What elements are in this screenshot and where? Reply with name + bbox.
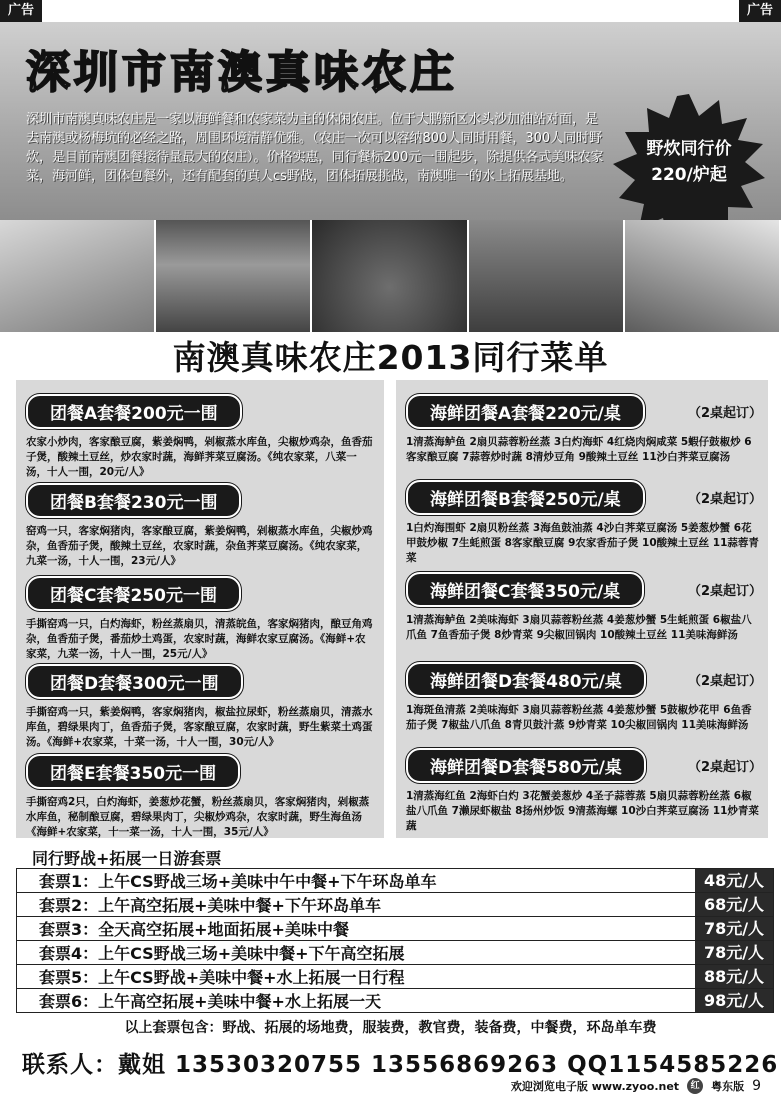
- ticket-price: 78元/人: [695, 941, 773, 964]
- photo-high-ropes: [0, 220, 156, 332]
- group-package: [26, 394, 376, 480]
- package-desc: 手撕窑鸡2只，白灼海虾，姜葱炒花蟹，粉丝蒸扇贝，客家焖猪肉，剁椒蒸水库鱼，秘制酿豆腐，碧绿果肉丁，尖椒炒鸡杂，农家时蔬，野生海鱼汤《海鲜+农家菜，十一菜一汤，十人一围，35元/人》: [26, 796, 370, 838]
- ticket-price: 78元/人: [695, 917, 773, 940]
- ticket-price: 68元/人: [695, 893, 773, 916]
- ad-tag-left: 广告: [0, 0, 42, 22]
- photo-farm-building: [469, 220, 625, 332]
- ticket-table: [16, 868, 774, 1013]
- min-order: （2桌起订）: [687, 674, 762, 689]
- package-name: 团餐C套餐250元一围: [26, 576, 241, 611]
- seafood-package: [406, 480, 762, 566]
- package-desc: 手撕窑鸡一只，白灼海虾，粉丝蒸扇贝，清蒸皖鱼，客家焖猪肉，酿豆角鸡杂，鱼香茄子煲，番茄炒土鸡蛋，农家时蔬，海鲜农家豆腐汤。《海鲜+农家菜，九菜一汤，十人一围，25元/人》: [26, 618, 373, 660]
- page-footer: [511, 1078, 761, 1094]
- group-package: [26, 754, 376, 840]
- ticket-row: [16, 917, 774, 941]
- contact-line: 联系人：戴姐 13530320755 13556869263 QQ1154585226: [22, 1052, 779, 1078]
- package-name: 团餐B套餐230元一围: [26, 483, 241, 518]
- min-order: （2桌起订）: [687, 760, 762, 775]
- badge-line-1: 野炊同行价: [646, 139, 732, 159]
- seafood-package: [406, 394, 762, 465]
- ticket-row: [16, 941, 774, 965]
- group-package: [26, 483, 376, 569]
- tickets-included-note: 以上套票包含：野战、拓展的场地费，服装费，教官费，装备费，中餐费，环岛单车费: [124, 1020, 657, 1036]
- package-name: 团餐D套餐300元一围: [26, 664, 243, 699]
- ticket-name: 套票6：上午高空拓展+美味中餐+水上拓展一天: [39, 992, 381, 1011]
- ticket-row: [16, 989, 774, 1013]
- package-name: 海鲜团餐D套餐580元/桌: [406, 748, 646, 783]
- ticket-price: 48元/人: [695, 869, 773, 892]
- seafood-package: [406, 572, 762, 643]
- page-number: 9: [752, 1078, 761, 1094]
- package-desc: 1白灼海围虾 2扇贝粉丝蒸 3海鱼鼓油蒸 4沙白荠菜豆腐汤 5姜葱炒蟹 6花甲鼓炒椒 7生蚝煎蛋 8客家酿豆腐 9农家香茄子煲 10酸辣土豆丝 11蒜蓉青菜: [406, 522, 759, 564]
- package-desc: 1清蒸海红鱼 2海虾白灼 3花蟹姜葱炒 4圣子蒜蓉蒸 5扇贝蒜蓉粉丝蒸 6椒盐八爪鱼 7濑尿虾椒盐 8扬州炒饭 9清蒸海螺 10沙白荠菜豆腐汤 11炒青菜蔬: [406, 790, 759, 832]
- ticket-name: 套票2：上午高空拓展+美味中餐+下午环岛单车: [39, 896, 381, 915]
- package-name: 海鲜团餐C套餐350元/桌: [406, 572, 644, 607]
- package-desc: 手撕窑鸡一只，紫姜焖鸭，客家焖猪肉，椒盐拉尿虾，粉丝蒸扇贝，清蒸水库鱼，碧绿果肉丁，鱼香茄子煲，客家酿豆腐，农家时蔬，野生紫菜土鸡蛋汤。《海鲜+农家菜，十菜一汤，十人一围，30元/人》: [26, 706, 373, 748]
- package-name: 海鲜团餐D套餐480元/桌: [406, 662, 646, 697]
- package-desc: 1清蒸海鲈鱼 2美味海虾 3扇贝蒜蓉粉丝蒸 4姜葱炒蟹 5生蚝煎蛋 6椒盐八爪鱼 7鱼香茄子煲 8炒青菜 9尖椒回锅肉 10酸辣土豆丝 11美味海鲜汤: [406, 614, 752, 641]
- ticket-price: 88元/人: [695, 965, 773, 988]
- package-name: 海鲜团餐B套餐250元/桌: [406, 480, 645, 515]
- seafood-package: [406, 662, 762, 733]
- photo-strip: [0, 220, 781, 332]
- ticket-row: [16, 868, 774, 893]
- group-package: [26, 664, 376, 750]
- ticket-name: 套票4：上午CS野战三场+美味中餐+下午高空拓展: [39, 944, 405, 963]
- group-meal-column: [16, 380, 384, 838]
- price-badge: [611, 92, 767, 220]
- group-package: [26, 576, 376, 662]
- package-desc: 1海斑鱼清蒸 2美味海虾 3扇贝蒜蓉粉丝蒸 4姜葱炒蟹 5鼓椒炒花甲 6鱼香茄子煲 7椒盐八爪鱼 8青贝鼓汁蒸 9炒青菜 10尖椒回锅肉 11美味海鲜汤: [406, 704, 752, 731]
- ticket-name: 套票1：上午CS野战三场+美味中午中餐+下午环岛单车: [39, 872, 437, 891]
- min-order: （2桌起订）: [687, 492, 762, 507]
- package-desc: 窑鸡一只，客家焖猪肉，客家酿豆腐，紫姜焖鸭，剁椒蒸水库鱼，尖椒炒鸡杂，鱼香茄子煲，酸辣土豆丝，农家时蔬，杂鱼荠菜豆腐汤。《纯农家菜，九菜一汤，十人一围，23元/人》: [26, 525, 373, 567]
- ticket-row: [16, 893, 774, 917]
- seafood-package: [406, 748, 762, 834]
- package-name: 团餐A套餐200元一围: [26, 394, 242, 429]
- farm-intro: 深圳市南澳真味农庄是一家以海鲜餐和农家菜为主的休闲农庄。位于大鹏新区水头沙加油站对面，是去南澳或杨梅坑的必经之路，周围环境清静优雅。（农庄一次可以容纳800人同时用餐，300人同时野炊，是目前南澳团餐接待量最大的农庄）。价格实惠，同行餐标200元一围起步，除提供各式美味农家菜，海河鲜，团体包餐外，还有配套的真人cs野战，团体拓展挑战，南澳唯一的水上拓展基地。: [26, 112, 604, 184]
- ticket-price: 98元/人: [695, 989, 773, 1012]
- badge-line-2: 220/炉起: [651, 165, 727, 185]
- photo-cs-team: [312, 220, 468, 332]
- photo-bbq: [625, 220, 781, 332]
- footer-text: 欢迎浏览电子版 www.zyoo.net: [510, 1080, 680, 1093]
- min-order: （2桌起订）: [687, 406, 762, 421]
- tickets-heading: 同行野战+拓展一日游套票: [32, 849, 222, 868]
- package-desc: 农家小炒肉，客家酿豆腐，紫姜焖鸭，剁椒蒸水库鱼，尖椒炒鸡杂，鱼香茄子煲，酸辣土豆丝，炒农家时蔬，海鲜荠菜豆腐汤。《纯农家菜，八菜一汤，十人一围，20元/人》: [26, 436, 373, 478]
- ad-tag-right: 广告: [739, 0, 781, 22]
- menu-title: 南澳真味农庄2013同行菜单: [172, 338, 609, 377]
- publisher-logo-icon: 红: [687, 1078, 703, 1094]
- header-banner: [0, 22, 781, 220]
- package-name: 海鲜团餐A套餐220元/桌: [406, 394, 645, 429]
- package-name: 团餐E套餐350元一围: [26, 754, 240, 789]
- package-desc: 1清蒸海鲈鱼 2扇贝蒜蓉粉丝蒸 3白灼海虾 4红烧肉焖咸菜 5蝦仔鼓椒炒 6客家酿豆腐 7蒜蓉炒时蔬 8清炒豆角 9酸辣土豆丝 11沙白荠菜豆腐汤: [406, 436, 752, 463]
- ticket-row: [16, 965, 774, 989]
- edition-label: 粤东版: [711, 1080, 745, 1093]
- ticket-name: 套票3：全天高空拓展+地面拓展+美味中餐: [39, 920, 349, 939]
- ticket-name: 套票5：上午CS野战+美味中餐+水上拓展一日行程: [39, 968, 405, 987]
- photo-dining-hall: [156, 220, 312, 332]
- seafood-meal-column: [396, 380, 768, 838]
- farm-title: 深圳市南澳真味农庄: [26, 47, 458, 98]
- min-order: （2桌起订）: [687, 584, 762, 599]
